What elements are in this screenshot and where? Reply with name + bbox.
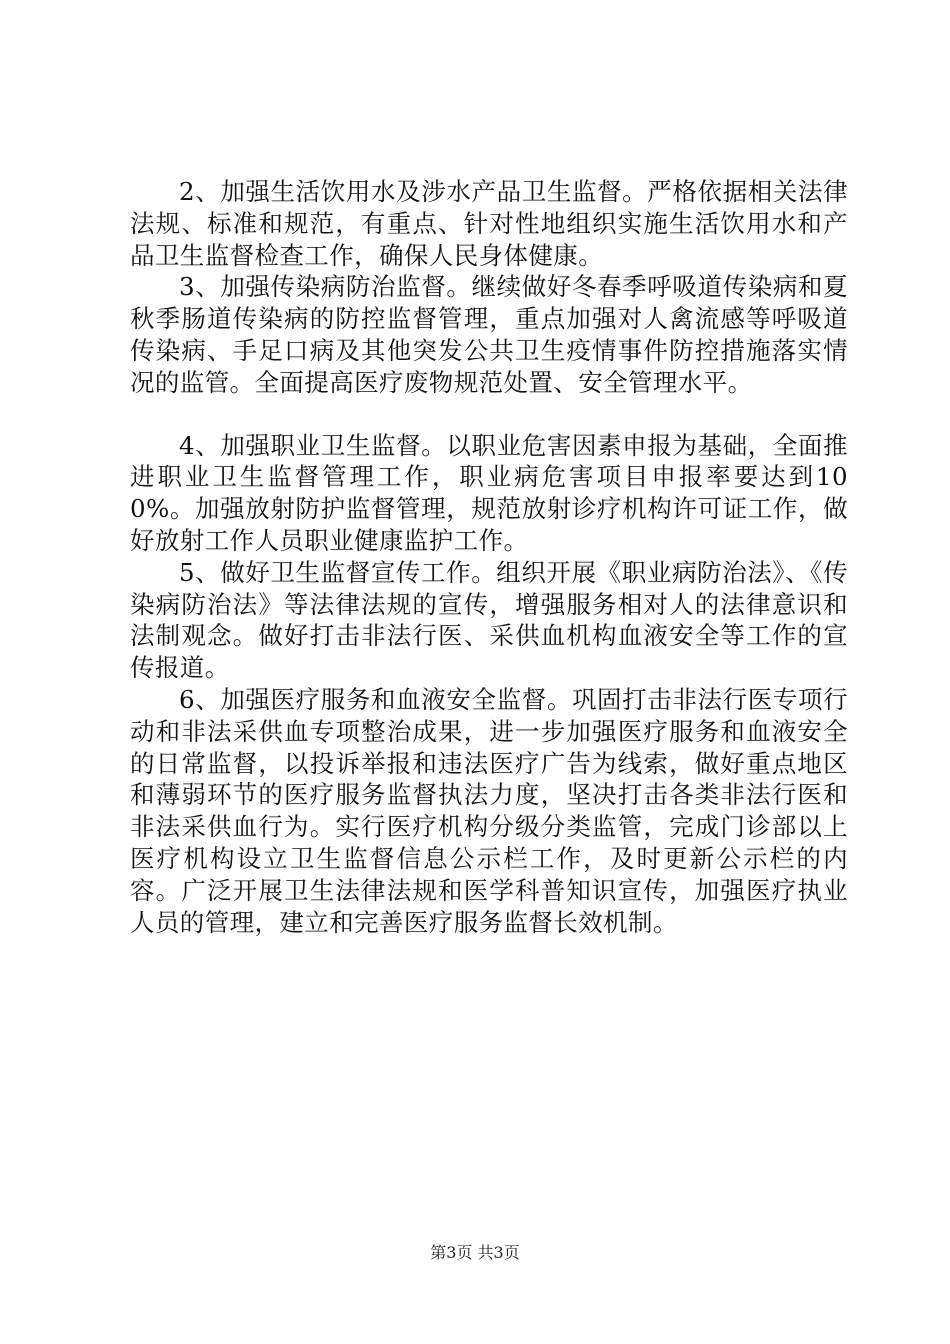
paragraph-item-3: 3、加强传染病防治监督。继续做好冬春季呼吸道传染病和夏秋季肠道传染病的防控监督管理，重点加强对人禽流感等呼吸道传染病、手足口病及其他突发公共卫生疫情事件防控措施落实情况的监管。全面提高医疗废物规范处置、安全管理水平。 (130, 272, 848, 397)
paragraph-item-4: 4、加强职业卫生监督。以职业危害因素申报为基础，全面推进职业卫生监督管理工作，职业病危害项目申报率要达到100%。加强放射防护监督管理，规范放射诊疗机构许可证工作，做好放射工作人员职业健康监护工作。 (130, 430, 848, 555)
paragraph-spacer (130, 399, 848, 430)
document-body (130, 176, 848, 938)
paragraph-item-6: 6、加强医疗服务和血液安全监督。巩固打击非法行医专项行动和非法采供血专项整治成果，进一步加强医疗服务和血液安全的日常监督，以投诉举报和违法医疗广告为线索，做好重点地区和薄弱环节的医疗服务监督执法力度，坚决打击各类非法行医和非法采供血行为。实行医疗机构分级分类监管，完成门诊部以上医疗机构设立卫生监督信息公示栏工作，及时更新公示栏的内容。广泛开展卫生法律法规和医学科普知识宣传，加强医疗执业人员的管理，建立和完善医疗服务监督长效机制。 (130, 684, 848, 937)
paragraph-item-5: 5、做好卫生监督宣传工作。组织开展《职业病防治法》、《传染病防治法》等法律法规的宣传，增强服务相对人的法律意识和法制观念。做好打击非法行医、采供血机构血液安全等工作的宣传报道。 (130, 557, 848, 683)
paragraph-item-2: 2、加强生活饮用水及涉水产品卫生监督。严格依据相关法律法规、标准和规范，有重点、针对性地组织实施生活饮用水和产品卫生监督检查工作，确保人民身体健康。 (130, 177, 848, 270)
page-footer: 第3页 共3页 (430, 1243, 520, 1262)
